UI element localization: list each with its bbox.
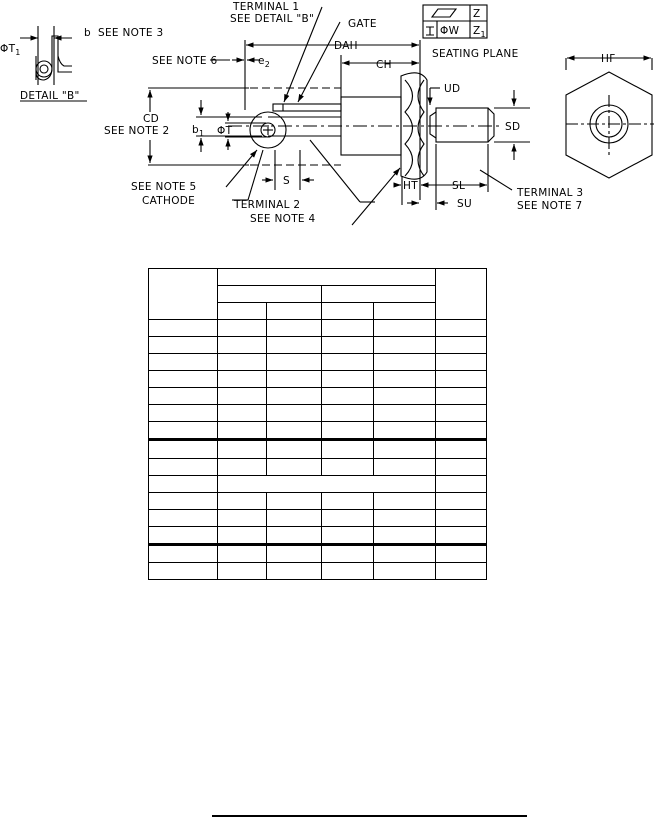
label-s: S: [283, 175, 290, 187]
table-cell: [374, 562, 436, 579]
table-cell: [436, 458, 487, 475]
table-cell: [436, 440, 487, 458]
table-cell: [267, 320, 322, 337]
label-see-note-5: SEE NOTE 5: [131, 181, 197, 193]
label-terminal-3: TERMINAL 3: [517, 187, 584, 199]
table-cell: [267, 509, 322, 526]
table-cell: [218, 422, 267, 440]
table-cell: [322, 509, 374, 526]
label-su: SU: [457, 198, 472, 210]
table-row: [149, 475, 487, 492]
hex-end-view: [566, 58, 654, 178]
table-row: [149, 320, 487, 337]
table-cell: [436, 562, 487, 579]
label-cd: CD: [143, 113, 160, 125]
table-cell: [218, 526, 267, 544]
table-cell: [267, 440, 322, 458]
table-cell: [436, 422, 487, 440]
table-cell: [374, 354, 436, 371]
table-cell: [149, 422, 218, 440]
table-cell: [374, 526, 436, 544]
table-cell: [322, 320, 374, 337]
table-row: [149, 440, 487, 458]
table-cell: [267, 388, 322, 405]
table-cell: [374, 544, 436, 562]
table-cell: [267, 371, 322, 388]
table-cell: [322, 422, 374, 440]
table-row: [149, 562, 487, 579]
table-cell: [149, 371, 218, 388]
table-cell: [218, 354, 267, 371]
label-cathode: CATHODE: [142, 195, 196, 207]
table-cell: [322, 388, 374, 405]
label-ht: HT: [403, 180, 418, 192]
tol-phi-w: ΦW: [440, 25, 460, 37]
table-cell: [436, 354, 487, 371]
table-cell: [436, 475, 487, 492]
table-cell: [218, 269, 436, 286]
table-cell: [322, 458, 374, 475]
table-cell: [322, 526, 374, 544]
label-seating-plane: SEATING PLANE: [432, 48, 519, 60]
table-row: [149, 354, 487, 371]
table-cell: [149, 475, 218, 492]
table-cell: [218, 458, 267, 475]
table-cell: [218, 440, 267, 458]
label-see-note-4: SEE NOTE 4: [250, 213, 316, 225]
table-cell: [436, 320, 487, 337]
table-cell: [218, 388, 267, 405]
table-cell: [149, 405, 218, 422]
table-cell: [436, 544, 487, 562]
table-cell: [218, 371, 267, 388]
table-cell: [218, 562, 267, 579]
table-cell: [149, 492, 218, 509]
label-hf: HF: [601, 53, 616, 65]
table-cell: [267, 337, 322, 354]
label-see-note-2: SEE NOTE 2: [104, 125, 170, 137]
table-cell: [374, 320, 436, 337]
table-cell: [436, 337, 487, 354]
table-row: [149, 492, 487, 509]
table-cell: [322, 440, 374, 458]
table-row: [149, 388, 487, 405]
table-cell: [436, 371, 487, 388]
table-cell: [322, 544, 374, 562]
table-cell: [267, 562, 322, 579]
table-cell: [218, 405, 267, 422]
table-cell: [218, 337, 267, 354]
table-cell: [218, 492, 267, 509]
table-cell: [149, 388, 218, 405]
table-row: [149, 337, 487, 354]
table-cell: [218, 286, 322, 303]
table-cell: [436, 269, 487, 320]
table-row: [149, 269, 487, 286]
label-see-detail-b: SEE DETAIL "B": [230, 13, 315, 25]
label-dah: DAH: [334, 40, 358, 52]
table-cell: [267, 405, 322, 422]
table-cell: [436, 509, 487, 526]
table-cell: [436, 388, 487, 405]
table-cell: [149, 337, 218, 354]
table-row: [149, 422, 487, 440]
drawing-labels: [0, 1, 616, 225]
table-cell: [374, 492, 436, 509]
table-cell: [218, 475, 436, 492]
table-cell: [322, 405, 374, 422]
table-row: [149, 458, 487, 475]
table-cell: [149, 526, 218, 544]
table-cell: [149, 320, 218, 337]
table-row: [149, 526, 487, 544]
table-cell: [436, 492, 487, 509]
table-cell: [218, 303, 267, 320]
tol-z1: $Z_1$: [473, 25, 486, 39]
label-see-note-6: SEE NOTE 6: [152, 55, 218, 67]
table-cell: [322, 337, 374, 354]
table-cell: [374, 303, 436, 320]
table-cell: [218, 320, 267, 337]
table-row: [149, 405, 487, 422]
label-gate: GATE: [348, 18, 377, 30]
tol-z: Z: [473, 8, 481, 20]
table-cell: [267, 492, 322, 509]
table-cell: [322, 371, 374, 388]
table-cell: [149, 354, 218, 371]
table-cell: [149, 458, 218, 475]
label-sl: SL: [452, 180, 466, 192]
table-row: [149, 544, 487, 562]
table-cell: [218, 544, 267, 562]
table-cell: [322, 562, 374, 579]
table-cell: [149, 544, 218, 562]
table-cell: [374, 440, 436, 458]
dimensions-table-body: [149, 269, 487, 580]
table-cell: [267, 422, 322, 440]
label-terminal-2: TERMINAL 2: [234, 199, 301, 211]
table-cell: [218, 509, 267, 526]
label-terminal-1: TERMINAL 1: [233, 1, 300, 13]
label-e2: $e_2$: [258, 55, 271, 69]
table-cell: [267, 458, 322, 475]
table-cell: [374, 405, 436, 422]
table-row: [149, 509, 487, 526]
label-see-note-7: SEE NOTE 7: [517, 200, 583, 212]
label-ch: CH: [376, 59, 392, 71]
label-phi-t1: $\Phi T_1$: [0, 43, 21, 57]
table-cell: [322, 286, 436, 303]
table-cell: [374, 371, 436, 388]
table-cell: [322, 303, 374, 320]
outline-drawing: [0, 0, 660, 260]
table-cell: [436, 526, 487, 544]
label-b: b: [84, 27, 91, 39]
table-row: [149, 371, 487, 388]
table-cell: [322, 354, 374, 371]
table-cell: [436, 405, 487, 422]
label-detail-b: DETAIL "B": [20, 90, 80, 102]
table-cell: [267, 544, 322, 562]
table-cell: [149, 562, 218, 579]
table-cell: [149, 269, 218, 320]
table-cell: [149, 509, 218, 526]
label-sd: SD: [505, 121, 521, 133]
table-cell: [267, 354, 322, 371]
table-cell: [374, 458, 436, 475]
label-ud: UD: [444, 83, 461, 95]
table-cell: [374, 388, 436, 405]
table-cell: [322, 492, 374, 509]
table-cell: [267, 526, 322, 544]
table-cell: [267, 303, 322, 320]
table-cell: [374, 509, 436, 526]
table-cell: [374, 422, 436, 440]
dimensions-table: [148, 268, 487, 580]
label-see-note-3: SEE NOTE 3: [98, 27, 164, 39]
label-phi-t: ΦT: [217, 125, 233, 137]
table-cell: [374, 337, 436, 354]
label-b1: $b_1$: [192, 124, 205, 138]
table-cell: [149, 440, 218, 458]
